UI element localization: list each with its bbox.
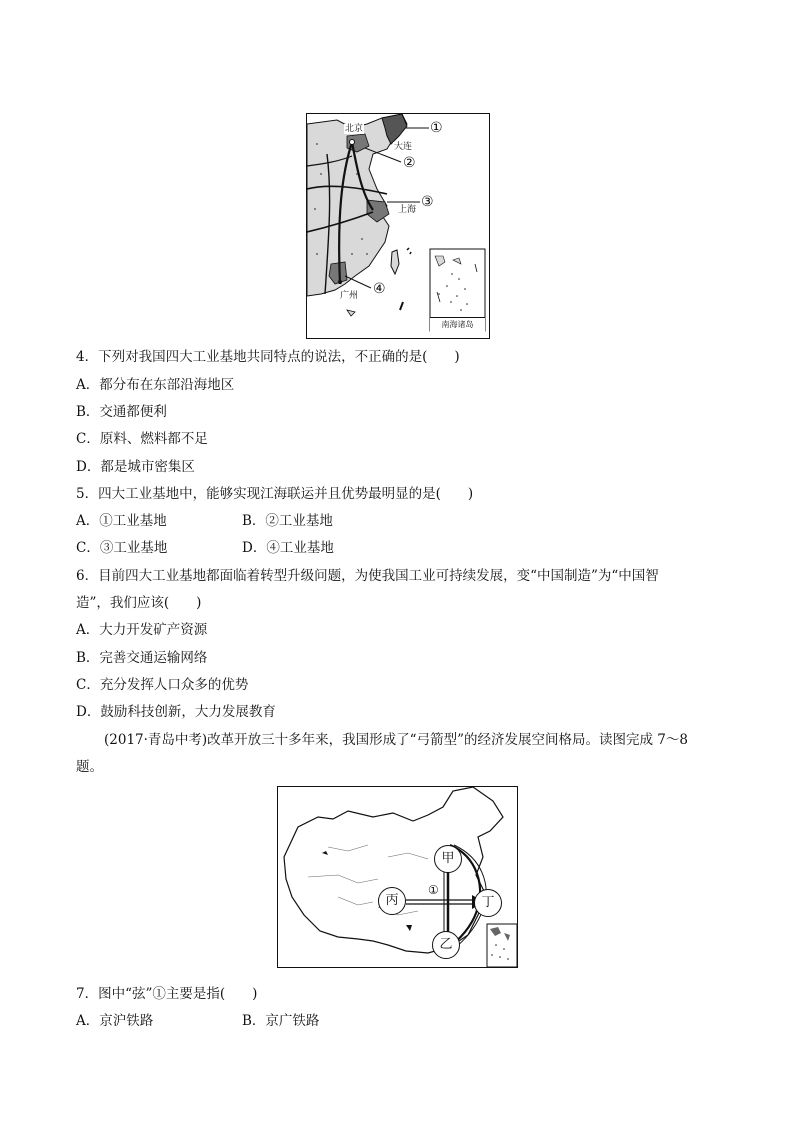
node-bing: 丙 (378, 887, 406, 915)
q6-option-b: B．完善交通运输网络 (76, 650, 208, 666)
q5-stem: 5．四大工业基地中，能够实现江海联运并且优势最明显的是( ) (76, 486, 474, 502)
q7-stem: 7．图中“弦”①主要是指( ) (76, 986, 258, 1002)
q6-stem-line2: 造”，我们应该( ) (76, 595, 202, 611)
q4-option-a: A．都分布在东部沿海地区 (76, 377, 235, 393)
q6-option-a: A．大力开发矿产资源 (76, 622, 208, 638)
q4-option-d: D．都是城市密集区 (76, 459, 195, 475)
label-dalian: 大连 (394, 142, 413, 152)
node-jia: 甲 (434, 845, 462, 873)
intro-line1: (2017·青岛中考)改革开放三十多年来，我国形成了“弓箭型”的经济发展空间格局。读图完成 7～8 (104, 732, 688, 748)
q4-option-c: C．原料、燃料都不足 (76, 431, 208, 447)
q6-option-d: D．鼓励科技创新，大力发展教育 (76, 704, 276, 720)
label-shanghai: 上海 (398, 205, 417, 215)
q5-option-c: C．③工业基地 (76, 540, 168, 556)
q5-option-b: B．②工业基地 (242, 513, 333, 529)
node-ding: 丁 (474, 889, 502, 917)
label-guangzhou: 广州 (340, 291, 359, 301)
label-beijing: 北京 (345, 124, 364, 134)
industrial-bases-map (306, 113, 490, 339)
q7-option-b: B．京广铁路 (242, 1013, 320, 1029)
q5-option-a: A．①工业基地 (76, 513, 167, 529)
q5-option-d: D．④工业基地 (242, 540, 334, 556)
node-yi: 乙 (432, 931, 460, 959)
marker-4: ④ (373, 281, 386, 297)
marker-1: ① (430, 120, 443, 136)
marker-3: ③ (421, 194, 434, 210)
q7-option-a: A．京沪铁路 (76, 1013, 154, 1029)
marker-2: ② (403, 155, 416, 171)
q6-stem-line1: 6．目前四大工业基地都面临着转型升级问题，为使我国工业可持续发展，变“中国制造”为“中国智 (76, 568, 659, 584)
q4-option-b: B．交通都便利 (76, 404, 167, 420)
bow-arrow-map (277, 786, 518, 968)
q4-stem: 4．下列对我国四大工业基地共同特点的说法，不正确的是( ) (76, 349, 460, 365)
q6-option-c: C．充分发挥人口众多的优势 (76, 677, 249, 693)
intro-line2: 题。 (76, 759, 103, 775)
inset-caption: 南海诸岛 (430, 317, 485, 332)
marker-string-1: ① (428, 883, 439, 897)
china-outline-drawing (278, 787, 517, 967)
